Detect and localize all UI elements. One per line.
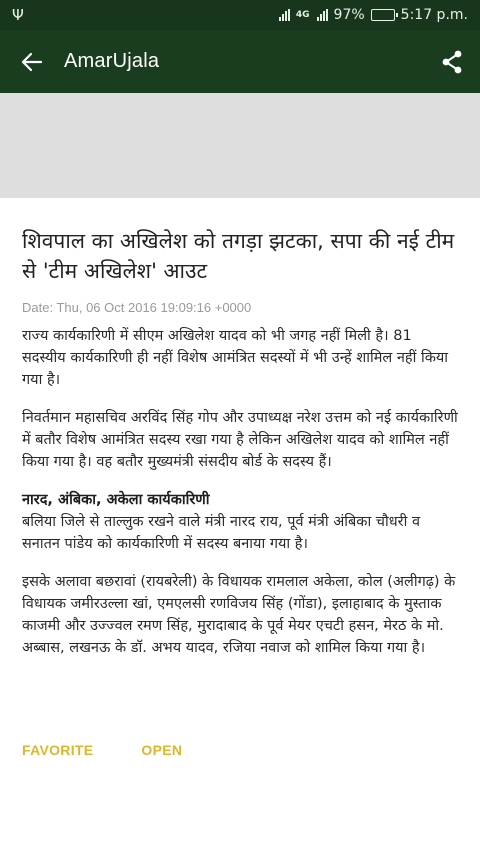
back-button[interactable] [0, 30, 64, 93]
usb-icon: Ψ [12, 5, 24, 24]
share-icon [441, 50, 463, 74]
signal-icon [317, 9, 328, 21]
share-button[interactable] [424, 30, 480, 93]
clock: 5:17 p.m. [400, 7, 468, 23]
article-date: Date: Thu, 06 Oct 2016 19:09:16 +0000 [22, 300, 252, 315]
article-paragraph: निवर्तमान महासचिव अरविंद सिंह गोप और उपाध्यक्ष नरेश उत्तम को नई कार्यकारिणी में बतौर विशेष आमंत्रित सदस्य रखा गया है लेकिन अखिलेश यादव को शामिल नहीं किया गया है। वह बतौर मुख्यमंत्री संसदीय बोर्ड के सदस्य हैं। [22, 410, 458, 470]
status-bar [0, 0, 480, 30]
back-arrow-icon [21, 51, 43, 73]
app-bar [0, 30, 480, 93]
battery-percent: 97% [333, 7, 365, 23]
article-actions [22, 742, 182, 758]
article-paragraph: बलिया जिले से ताल्लुक रखने वाले मंत्री नारद राय, पूर्व मंत्री अंबिका चौधरी व सनातन पांडेय को कार्यकारिणी में सदस्य बनाया गया है। [22, 514, 421, 552]
favorite-button[interactable]: FAVORITE [22, 742, 94, 758]
battery-icon [371, 9, 395, 21]
network-type: 4G [295, 10, 310, 20]
article-paragraph: राज्य कार्यकारिणी में सीएम अखिलेश यादव को भी जगह नहीं मिली है। 81 सदस्यीय कार्यकारिणी ही नहीं विशेष आमंत्रित सदस्यों में भी उन्हें शामिल नहीं किया गया है। [22, 328, 449, 388]
open-button[interactable]: OPEN [141, 742, 183, 758]
signal-icon [279, 9, 290, 21]
article-headline: शिवपाल का अखिलेश को तगड़ा झटका, सपा की नई टीम से 'टीम अखिलेश' आउट [22, 229, 455, 283]
article-image-placeholder [0, 93, 480, 198]
article-paragraph: इसके अलावा बछरावां (रायबरेली) के विधायक रामलाल अकेला, कोल (अलीगढ़) के विधायक जमीरउल्ला खां, एमएलसी रणविजय सिंह (गोंडा), इलाहाबाद के मुस्ताक काजमी और उज्ज्वल रमण सिंह, मुरादाबाद के पूर्व मेयर एचटी हसन, मेरठ के मो. अब्बास, लखनऊ के डॉ. अभय यादव, रजिया नवाज को शामिल किया गया है। [22, 574, 456, 656]
article-subheading: नारद, अंबिका, अकेला कार्यकारिणी [22, 492, 210, 508]
app-title: AmarUjala [64, 50, 160, 72]
